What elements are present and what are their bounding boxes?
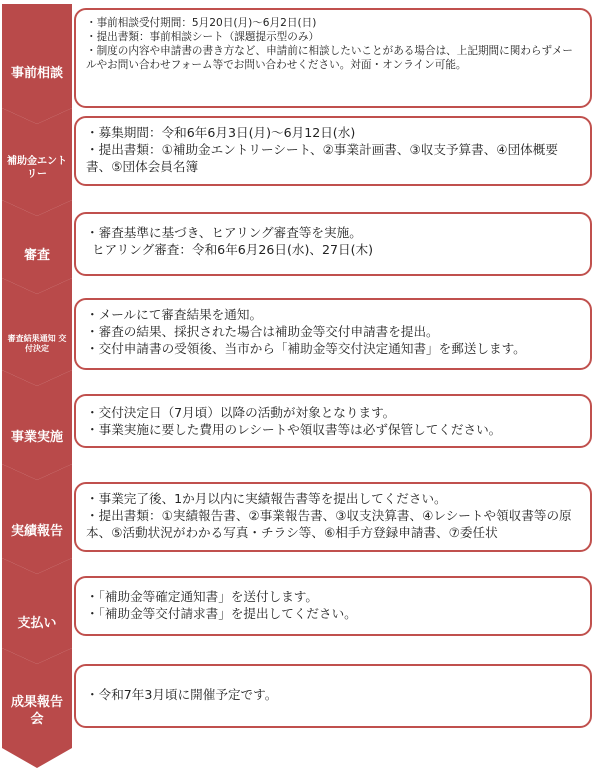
step-box-implementation [74, 394, 592, 448]
step-3-line-1: ・審査基準に基づき、ヒアリング審査等を実施。 [86, 225, 362, 240]
step-8-line-1: ・令和7年3月頃に開催予定です。 [86, 687, 278, 702]
step-box-entry [74, 116, 592, 186]
step-6-line-2: ・提出書類：①実績報告書、②事業報告書、③収支決算書、④レシートや領収書等の原本、⑤活動状況がわかる写真・チラシ等、⑥相手方登録申請書、⑦委任状 [86, 508, 572, 540]
step-3-line-2: ヒアリング審査：令和6年6月26日(水)、27日(木) [92, 242, 374, 257]
step-2-line-2: ・提出書類：①補助金エントリーシート、②事業計画書、③収支予算書、④団体概要書、⑤団体会員名簿 [86, 142, 558, 174]
step-4-line-2: ・審査の結果、採択された場合は補助金等交付申請書を提出。 [86, 324, 439, 339]
step-1-line-2: ・提出書類：事前相談シート（課題提示型のみ） [86, 31, 320, 43]
step-1-line-1: ・事前相談受付期間：5月20日(月)～6月2日(日) [86, 17, 317, 29]
step-5-line-1: ・交付決定日（7月頃）以降の活動が対象となります。 [86, 405, 396, 420]
step-box-report [74, 482, 592, 552]
step-box-consultation [74, 8, 592, 108]
step-label-results-meeting: 成果報告会 [10, 695, 63, 727]
step-box-results-meeting [74, 664, 592, 728]
step-label-implementation: 事業実施 [10, 429, 63, 445]
step-6-line-1: ・事業完了後、1か月以内に実績報告書等を提出してください。 [86, 491, 447, 506]
step-label-result: 審査結果通知 交付決定 [7, 333, 67, 353]
step-7-line-2: ・「補助金等交付請求書」を提出してください。 [86, 606, 357, 621]
step-2-line-1: ・募集期間：令和6年6月3日(月)～6月12日(水) [86, 125, 356, 140]
step-1-line-3: ・制度の内容や申請書の書き方など、申請前に相談したいことがある場合は、上記期間に関わらずメールやお問い合わせフォーム等でお問い合わせください。対面・オンライン可能。 [86, 45, 573, 71]
step-label-consultation: 事前相談 [10, 65, 63, 81]
step-7-line-1: ・「補助金等確定通知書」を送付します。 [86, 589, 318, 604]
step-box-result [74, 298, 592, 370]
step-box-payment [74, 576, 592, 636]
step-label-review: 審査 [23, 247, 50, 263]
step-label-payment: 支払い [17, 615, 57, 631]
step-label-entry: 補助金エントリー [7, 156, 67, 180]
step-4-line-3: ・交付申請書の受領後、当市から「補助金等交付決定通知書」を郵送します。 [86, 341, 526, 356]
step-4-line-1: ・メールにて審査結果を通知。 [86, 307, 263, 322]
step-box-review [74, 212, 592, 276]
step-5-line-2: ・事業実施に要した費用のレシートや領収書等は必ず保管してください。 [86, 422, 502, 437]
step-label-report: 実績報告 [10, 523, 63, 539]
